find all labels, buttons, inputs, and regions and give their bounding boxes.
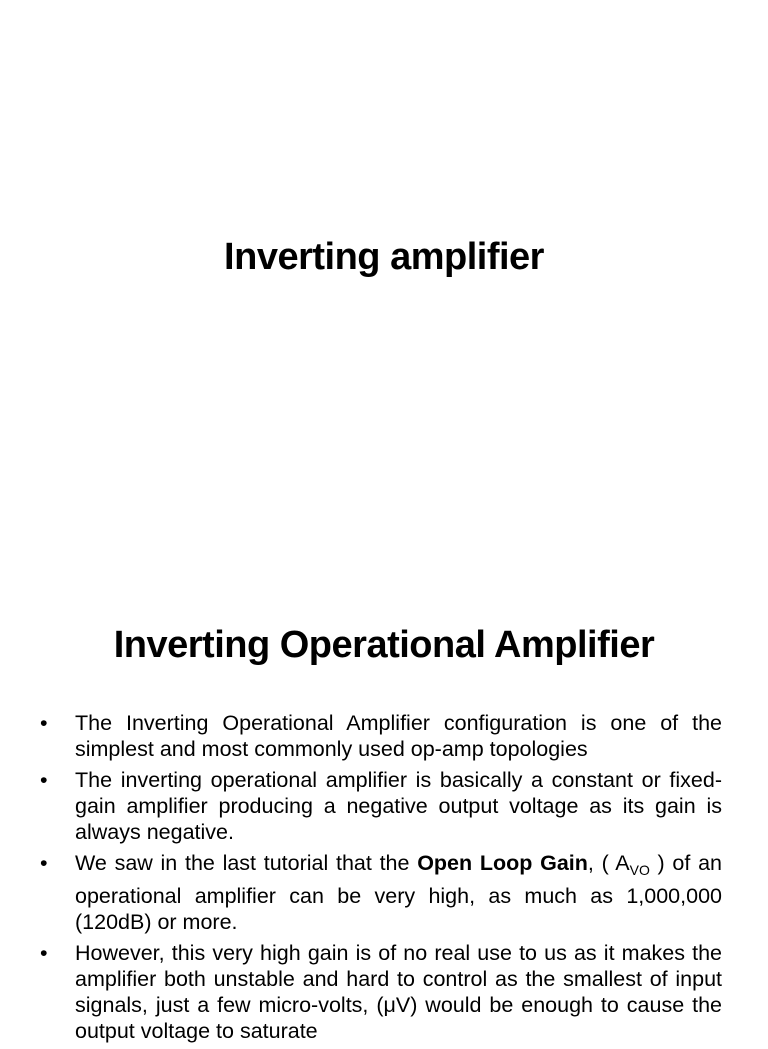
bullet-text: However, this very high gain is of no real use to us as it makes the amplifier both unstable and hard to control as the smallest of input signals, just a few micro-volts, (μV) would be enough to cause the output voltage to saturate [75,941,722,1043]
bullet-text-tail: ) of an operational amplifier can be very high, as much as 1,000,000 (120dB) or more. [75,851,722,934]
bullet-item [0,710,768,762]
bullet-dot-icon: • [40,941,48,965]
content-slide [0,576,768,1043]
bullet-list [0,710,768,1049]
bullet-text-mid: , ( A [587,851,630,875]
slide-heading: Inverting Operational Amplifier [113,624,655,666]
bullet-text: The inverting operational amplifier is basically a constant or fixed-gain amplifier producing a negative output voltage as its gain is always negative. [75,768,722,844]
bullet-text-lead: We saw in the last tutorial that the [75,851,418,875]
bullet-dot-icon: • [40,851,48,875]
bullet-text: The Inverting Operational Amplifier configuration is one of the simplest and most commonly used op-amp topologies [75,711,722,761]
slide-title: Inverting amplifier [224,236,544,278]
bullet-dot-icon: • [40,711,48,735]
open-loop-gain-term: Open Loop Gain [417,851,588,875]
bullet-item [0,850,768,935]
avo-subscript: VO [629,862,650,878]
bullet-dot-icon: • [40,768,48,792]
bullet-item [0,940,768,1044]
bullet-item [0,767,768,845]
